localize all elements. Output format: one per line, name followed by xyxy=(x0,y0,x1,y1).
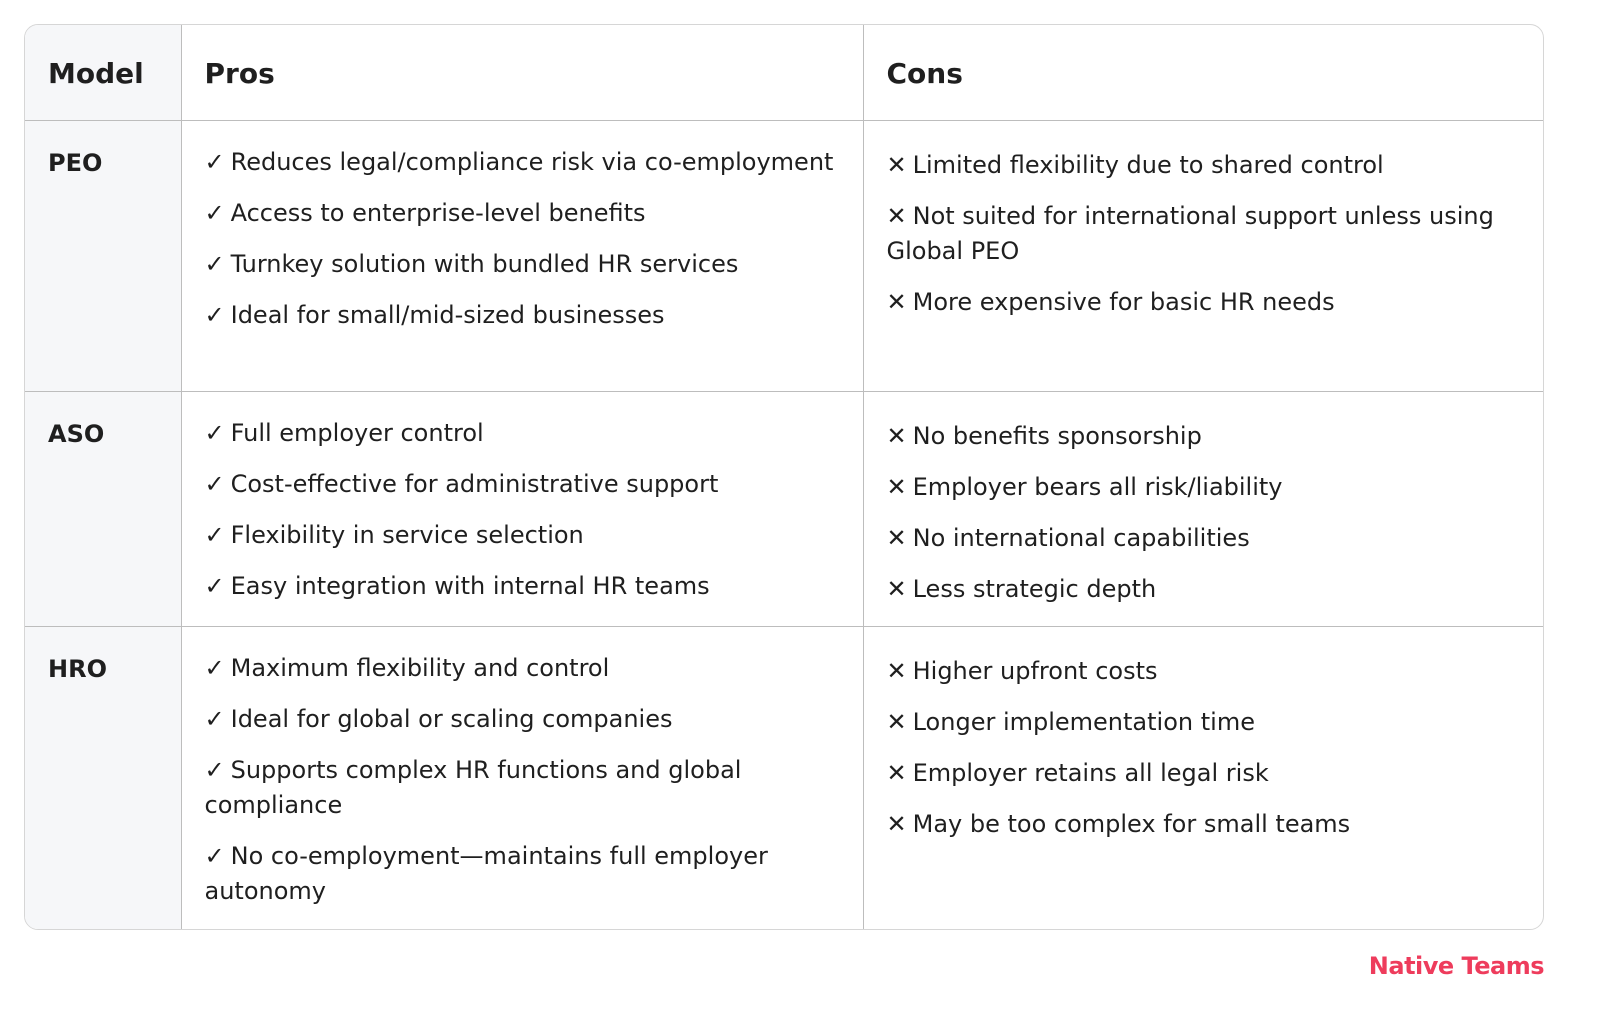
pro-item xyxy=(205,569,840,604)
native-teams-logo: Native Teams xyxy=(1368,952,1544,980)
check-icon: ✓ xyxy=(204,755,225,784)
check-icon: ✓ xyxy=(204,571,225,600)
comparison-table xyxy=(25,25,1543,930)
cross-icon: ✕ xyxy=(886,574,907,603)
pro-item xyxy=(205,196,840,231)
model-name: ASO xyxy=(25,391,181,626)
pro-item xyxy=(205,416,840,451)
pro-text: Ideal for global or scaling companies xyxy=(230,704,673,733)
con-item xyxy=(887,807,1521,842)
header-pros: Pros xyxy=(181,25,863,120)
comparison-table-card xyxy=(24,24,1544,930)
con-item xyxy=(887,705,1521,740)
pro-item xyxy=(205,467,840,502)
pro-item xyxy=(205,753,840,823)
pro-text: Easy integration with internal HR teams xyxy=(230,571,710,600)
check-icon: ✓ xyxy=(204,704,225,733)
pro-text: Reduces legal/compliance risk via co-employment xyxy=(230,147,834,176)
pros-list xyxy=(205,416,840,604)
pro-item xyxy=(205,651,840,686)
pro-text: Turnkey solution with bundled HR services xyxy=(230,249,739,278)
header-cons: Cons xyxy=(863,25,1543,120)
con-text: No benefits sponsorship xyxy=(912,421,1202,450)
con-item xyxy=(887,572,1521,607)
table-row-hro xyxy=(25,626,1543,930)
pro-item xyxy=(205,145,840,180)
pro-item xyxy=(205,247,840,282)
cross-icon: ✕ xyxy=(886,421,907,450)
cons-cell xyxy=(863,120,1543,391)
header-model: Model xyxy=(25,25,181,120)
check-icon: ✓ xyxy=(204,249,225,278)
pro-item xyxy=(205,702,840,737)
con-text: Employer retains all legal risk xyxy=(912,758,1269,787)
pro-item xyxy=(205,518,840,553)
check-icon: ✓ xyxy=(204,653,225,682)
check-icon: ✓ xyxy=(204,300,225,329)
cons-cell xyxy=(863,626,1543,930)
header-row xyxy=(25,25,1543,120)
con-item xyxy=(887,419,1521,454)
con-text: Longer implementation time xyxy=(912,707,1255,736)
pros-list xyxy=(205,651,840,909)
cross-icon: ✕ xyxy=(886,656,907,685)
check-icon: ✓ xyxy=(204,198,225,227)
check-icon: ✓ xyxy=(204,469,225,498)
pro-text: Cost-effective for administrative support xyxy=(230,469,719,498)
pro-text: Maximum flexibility and control xyxy=(230,653,610,682)
con-text: Limited flexibility due to shared control xyxy=(912,150,1384,179)
cross-icon: ✕ xyxy=(886,707,907,736)
con-text: More expensive for basic HR needs xyxy=(912,287,1335,316)
cons-list xyxy=(887,148,1521,320)
cross-icon: ✕ xyxy=(886,150,907,179)
cross-icon: ✕ xyxy=(886,201,907,230)
pro-text: Full employer control xyxy=(230,418,484,447)
cross-icon: ✕ xyxy=(886,809,907,838)
cross-icon: ✕ xyxy=(886,472,907,501)
pro-text: Supports complex HR functions and global compliance xyxy=(204,755,742,819)
pros-cell xyxy=(181,626,863,930)
pros-list xyxy=(205,145,840,333)
model-name: PEO xyxy=(25,120,181,391)
pro-text: No co-employment—maintains full employer autonomy xyxy=(204,841,768,905)
pros-cell xyxy=(181,120,863,391)
cross-icon: ✕ xyxy=(886,523,907,552)
pro-text: Ideal for small/mid-sized businesses xyxy=(230,300,665,329)
pro-text: Access to enterprise-level benefits xyxy=(230,198,646,227)
con-text: Employer bears all risk/liability xyxy=(912,472,1283,501)
con-text: Less strategic depth xyxy=(912,574,1157,603)
con-item xyxy=(887,756,1521,791)
con-text: May be too complex for small teams xyxy=(912,809,1351,838)
pro-item xyxy=(205,298,840,333)
con-text: Not suited for international support unless using Global PEO xyxy=(886,201,1494,265)
cross-icon: ✕ xyxy=(886,287,907,316)
con-item xyxy=(887,148,1521,183)
pro-item xyxy=(205,839,840,909)
con-item xyxy=(887,199,1521,269)
con-text: Higher upfront costs xyxy=(912,656,1158,685)
pro-text: Flexibility in service selection xyxy=(230,520,584,549)
cons-list xyxy=(887,654,1521,842)
cons-list xyxy=(887,419,1521,607)
cross-icon: ✕ xyxy=(886,758,907,787)
check-icon: ✓ xyxy=(204,841,225,870)
cons-cell xyxy=(863,391,1543,626)
con-item xyxy=(887,285,1521,320)
con-item xyxy=(887,521,1521,556)
con-item xyxy=(887,654,1521,689)
pros-cell xyxy=(181,391,863,626)
table-row-aso xyxy=(25,391,1543,626)
check-icon: ✓ xyxy=(204,147,225,176)
con-item xyxy=(887,470,1521,505)
check-icon: ✓ xyxy=(204,418,225,447)
check-icon: ✓ xyxy=(204,520,225,549)
con-text: No international capabilities xyxy=(912,523,1250,552)
table-row-peo xyxy=(25,120,1543,391)
model-name: HRO xyxy=(25,626,181,930)
